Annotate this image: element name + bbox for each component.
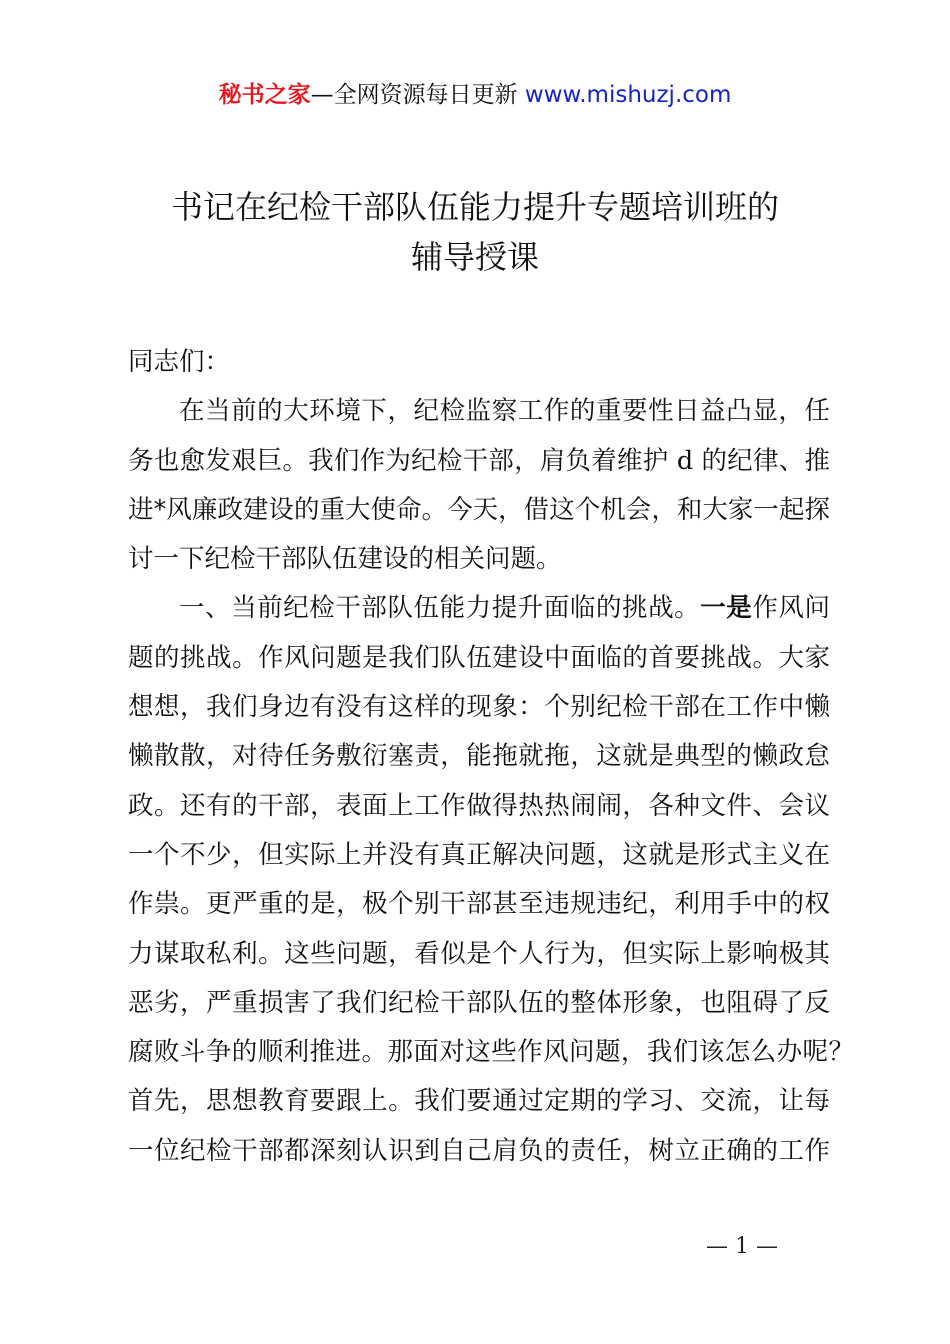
title-line-1: 书记在纪检干部队伍能力提升专题培训班的 xyxy=(170,188,779,226)
document-body xyxy=(128,338,854,1176)
body-line: 在当前的大环境下，纪检监察工作的重要性日益凸显，任 xyxy=(179,396,830,427)
body-line: 力谋取私利。这些问题，看似是个人行为，但实际上影响极其 xyxy=(128,938,830,969)
body-line: 作祟。更严重的是，极个别干部甚至违规违纪，利用手中的权 xyxy=(128,889,830,920)
emphasis-text: 一是 xyxy=(700,593,753,624)
site-url-link[interactable]: www.mishuzj.com xyxy=(524,82,732,108)
text-span: 的纪律、推 xyxy=(701,445,830,476)
body-line: 腐败斗争的顺利推进。那面对这些作风问题，我们该怎么办呢？ xyxy=(128,1037,854,1068)
body-line: 首先，思想教育要跟上。我们要通过定期的学习、交流，让每 xyxy=(128,1086,830,1117)
banner-tagline: —全网资源每日更新 xyxy=(310,82,518,108)
body-line: 进*风廉政建设的重大使命。今天，借这个机会，和大家一起探 xyxy=(128,494,830,525)
text-span: 作风问 xyxy=(752,593,830,624)
salutation: 同志们： xyxy=(128,347,231,377)
body-line: 题的挑战。作风问题是我们队伍建设中面临的首要挑战。大家 xyxy=(128,642,830,673)
body-line: 恶劣，严重损害了我们纪检干部队伍的整体形象，也阻碍了反 xyxy=(128,987,830,1018)
text-span: d xyxy=(676,445,694,476)
brand-name: 秘书之家 xyxy=(218,82,311,108)
body-line: 想想，我们身边有没有这样的现象：个别纪检干部在工作中懒 xyxy=(128,692,830,723)
body-line xyxy=(128,437,830,486)
site-banner xyxy=(0,78,950,112)
document-title xyxy=(0,182,950,282)
title-line-2: 辅导授课 xyxy=(410,238,539,276)
body-line: 政。还有的干部，表面上工作做得热热闹闹，各种文件、会议 xyxy=(128,790,830,821)
body-line: 一个不少，但实际上并没有真正解决问题，这就是形式主义在 xyxy=(128,839,830,870)
body-line: 讨一下纪检干部队伍建设的相关问题。 xyxy=(128,544,562,575)
body-line: 懒散散，对待任务敷衍塞责，能拖就拖，这就是典型的懒政怠 xyxy=(128,741,830,772)
body-line xyxy=(128,584,830,633)
section-heading: 一、当前纪检干部队伍能力提升面临的挑战。 xyxy=(179,593,701,624)
text-span: 务也愈发艰巨。我们作为纪检干部，肩负着维护 xyxy=(128,445,669,476)
page-number: — 1 — xyxy=(706,1234,778,1259)
body-line: 一位纪检干部都深刻认识到自己肩负的责任，树立正确的工作 xyxy=(128,1135,830,1166)
